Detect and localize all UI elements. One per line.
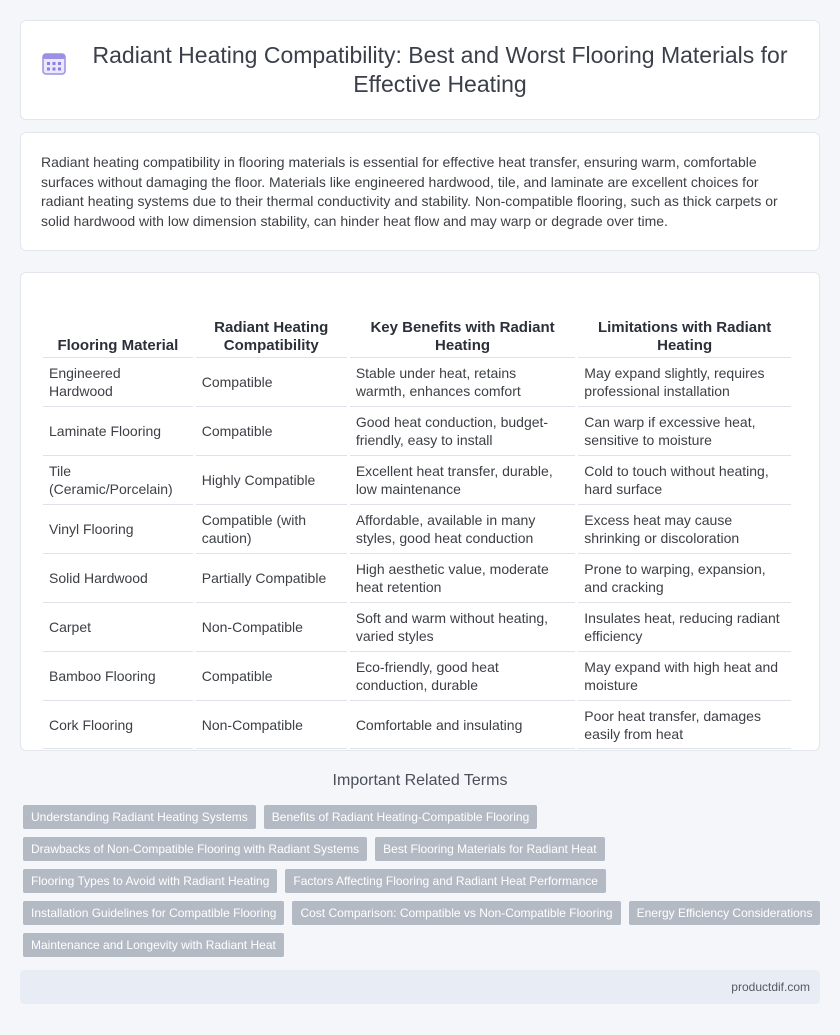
table-cell: Excellent heat transfer, durable, low maintenance xyxy=(350,455,575,504)
table-cell: Compatible xyxy=(196,357,347,406)
column-header: Limitations with Radiant Heating xyxy=(597,319,772,354)
column-header: Key Benefits with Radiant Heating xyxy=(370,319,555,354)
table-cell: Comfortable and insulating xyxy=(350,700,575,749)
table-cell: Excess heat may cause shrinking or discoloration xyxy=(578,504,791,553)
table-cell: Partially Compatible xyxy=(196,553,347,602)
table-cell: High aesthetic value, moderate heat retention xyxy=(350,553,575,602)
footer xyxy=(20,970,820,1004)
table-row xyxy=(43,553,791,602)
table-row xyxy=(43,700,791,749)
table-cell: Compatible xyxy=(196,651,347,700)
related-tag[interactable]: Best Flooring Materials for Radiant Heat xyxy=(375,837,604,861)
table-header-row xyxy=(43,295,791,357)
table-cell: May expand slightly, requires professional installation xyxy=(578,357,791,406)
table-cell: Laminate Flooring xyxy=(43,406,193,455)
table-cell: Affordable, available in many styles, good heat conduction xyxy=(350,504,575,553)
table-row xyxy=(43,602,791,651)
table-cell: Solid Hardwood xyxy=(43,553,193,602)
table-cell: May expand with high heat and moisture xyxy=(578,651,791,700)
comparison-table xyxy=(40,295,794,749)
column-header: Radiant Heating Compatibility xyxy=(214,319,329,354)
table-cell: Good heat conduction, budget-friendly, easy to install xyxy=(350,406,575,455)
table-card xyxy=(20,272,820,751)
column-header: Flooring Material xyxy=(57,337,179,354)
table-row xyxy=(43,504,791,553)
table-cell: Bamboo Flooring xyxy=(43,651,193,700)
tag-row xyxy=(23,837,823,861)
table-cell: Soft and warm without heating, varied styles xyxy=(350,602,575,651)
intro-card xyxy=(20,132,820,251)
footer-site-link[interactable]: productdif.com xyxy=(731,980,810,994)
table-cell: Poor heat transfer, damages easily from heat xyxy=(578,700,791,749)
table-cell: Stable under heat, retains warmth, enhances comfort xyxy=(350,357,575,406)
table-cell: Insulates heat, reducing radiant efficiency xyxy=(578,602,791,651)
table-cell: Highly Compatible xyxy=(196,455,347,504)
table-cell: Cold to touch without heating, hard surface xyxy=(578,455,791,504)
related-tag[interactable]: Benefits of Radiant Heating-Compatible Flooring xyxy=(264,805,537,829)
tag-row xyxy=(23,805,823,829)
table-cell: Prone to warping, expansion, and cracking xyxy=(578,553,791,602)
table-cell: Compatible xyxy=(196,406,347,455)
tag-row xyxy=(23,933,823,957)
page-title: Radiant Heating Compatibility: Best and Worst Flooring Materials for Effective Heating xyxy=(92,42,788,97)
calendar-grid-icon xyxy=(40,49,68,77)
table-cell: Can warp if excessive heat, sensitive to moisture xyxy=(578,406,791,455)
table-row xyxy=(43,455,791,504)
related-tag[interactable]: Installation Guidelines for Compatible Flooring xyxy=(23,901,284,925)
table-row xyxy=(43,406,791,455)
table-cell: Non-Compatible xyxy=(196,602,347,651)
related-tag[interactable]: Energy Efficiency Considerations xyxy=(629,901,821,925)
header-card xyxy=(20,20,820,120)
table-cell: Carpet xyxy=(43,602,193,651)
related-tag[interactable]: Drawbacks of Non-Compatible Flooring with Radiant Systems xyxy=(23,837,367,861)
table-row xyxy=(43,357,791,406)
intro-text: Radiant heating compatibility in flooring materials is essential for effective heat transfer, ensuring warm, comfortable surfaces without damaging the floor. Materials like engineered hardwood, tile, and laminate are excellent choices for radiant heating systems due to their thermal conductivity and stability. Non-compatible flooring, such as thick carpets or solid hardwood with low dimension stability, can hinder heat flow and may warp or degrade over time. xyxy=(41,154,778,229)
related-terms-title: Important Related Terms xyxy=(332,772,508,789)
table-cell: Non-Compatible xyxy=(196,700,347,749)
tag-row xyxy=(23,869,823,893)
related-tag[interactable]: Factors Affecting Flooring and Radiant Heat Performance xyxy=(285,869,606,893)
related-tag[interactable]: Cost Comparison: Compatible vs Non-Compatible Flooring xyxy=(292,901,620,925)
related-tag[interactable]: Maintenance and Longevity with Radiant Heat xyxy=(23,933,284,957)
related-tag[interactable]: Understanding Radiant Heating Systems xyxy=(23,805,256,829)
table-cell: Compatible (with caution) xyxy=(196,504,347,553)
table-row xyxy=(43,651,791,700)
table-cell: Eco-friendly, good heat conduction, durable xyxy=(350,651,575,700)
tag-row xyxy=(23,901,823,925)
related-tag[interactable]: Flooring Types to Avoid with Radiant Heating xyxy=(23,869,277,893)
table-cell: Cork Flooring xyxy=(43,700,193,749)
table-cell: Engineered Hardwood xyxy=(43,357,193,406)
table-cell: Tile (Ceramic/Porcelain) xyxy=(43,455,193,504)
table-cell: Vinyl Flooring xyxy=(43,504,193,553)
related-tags xyxy=(23,805,823,965)
